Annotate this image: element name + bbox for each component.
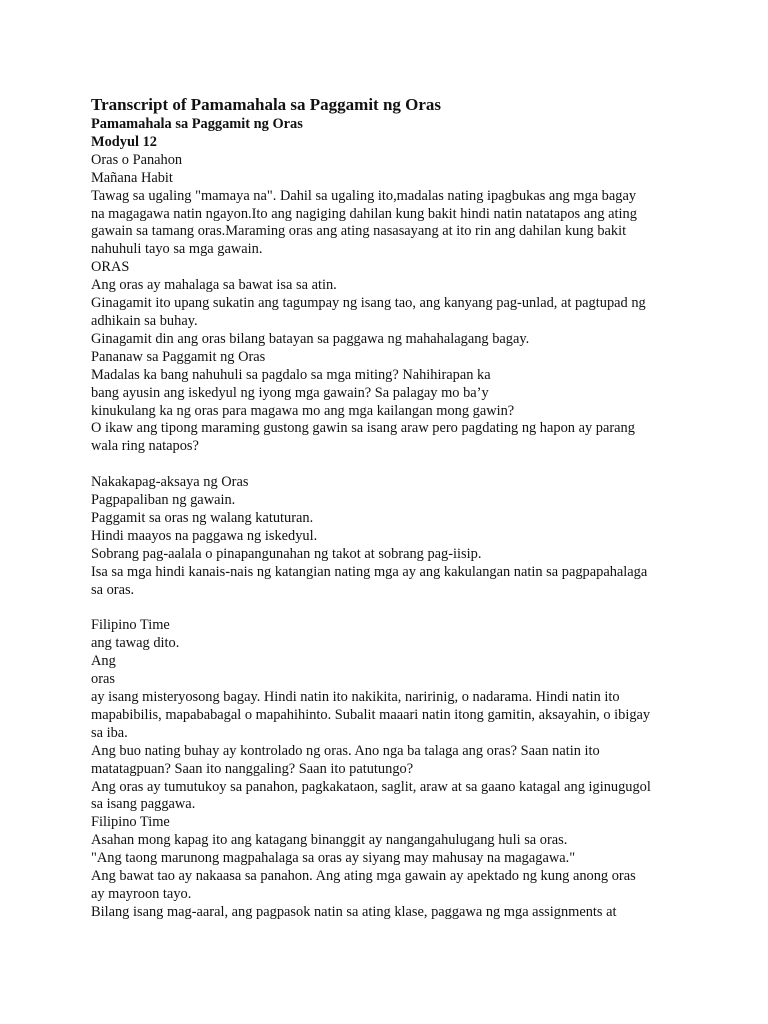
body-text-line: ay isang misteryosong bagay. Hindi natin ito nakikita, naririnig, o nadarama. Hindi natin ito bbox=[91, 688, 620, 705]
body-text-line: Ang oras ay mahalaga sa bawat isa sa atin. bbox=[91, 277, 337, 294]
document-subtitle: Pamamahala sa Paggamit ng Oras bbox=[91, 116, 303, 132]
body-text-line: mapabibilis, mapababagal o mapahihinto. Subalit maaari natin itong gamitin, aksayahin, o ibigay bbox=[91, 706, 651, 723]
module-label: Modyul 12 bbox=[91, 133, 157, 150]
body-text-line: Paggamit sa oras ng walang katuturan. bbox=[91, 509, 314, 526]
body-text-line: Ang oras ay tumutukoy sa panahon, pagkakataon, saglit, araw at sa gaano katagal ang iginugugol bbox=[91, 778, 651, 795]
body-text-line: Madalas ka bang nahuhuli sa pagdalo sa mga miting? Nahihirapan ka bbox=[91, 366, 491, 383]
body-text-line: Asahan mong kapag ito ang katagang binanggit ay nangangahulugang huli sa oras. bbox=[91, 832, 568, 849]
body-text-line: Tawag sa ugaling "mamaya na". Dahil sa ugaling ito,madalas nating ipagbukas ang mga bagay bbox=[91, 187, 637, 204]
body-text-line: Pananaw sa Paggamit ng Oras bbox=[91, 348, 266, 365]
blank-line bbox=[91, 456, 731, 474]
body-text-line: Mañana Habit bbox=[91, 169, 173, 186]
body-text-line: oras bbox=[91, 671, 115, 688]
body-text-line: wala ring natapos? bbox=[91, 438, 199, 455]
document-body bbox=[91, 152, 731, 922]
document-page bbox=[91, 94, 731, 922]
body-text-line: sa isang paggawa. bbox=[91, 796, 196, 813]
body-text-line: matatagpuan? Saan ito nanggaling? Saan ito patutungo? bbox=[91, 760, 414, 777]
body-text-line: gawain sa tamang oras.Maraming oras ang ating nasasayang at ito rin ang dahilan kung bakit bbox=[91, 223, 627, 240]
body-text-line: ang tawag dito. bbox=[91, 635, 180, 652]
body-text-line: kinukulang ka ng oras para magawa mo ang mga kailangan mong gawin? bbox=[91, 402, 515, 419]
body-text-line: Pagpapaliban ng gawain. bbox=[91, 492, 236, 509]
body-text-line: Ang bawat tao ay nakaasa sa panahon. Ang ating mga gawain ay apektado ng kung anong oras bbox=[91, 868, 636, 885]
body-text-line: Ginagamit ito upang sukatin ang tagumpay ng isang tao, ang kanyang pag-unlad, at pagtupad ng bbox=[91, 295, 646, 312]
body-text-line: Filipino Time bbox=[91, 814, 170, 831]
body-text-line: Nakakapag-aksaya ng Oras bbox=[91, 474, 249, 491]
body-text-line: sa oras. bbox=[91, 581, 135, 598]
body-text-line: Isa sa mga hindi kanais-nais ng katangian nating mga ay ang kakulangan natin sa pagpapahalaga bbox=[91, 563, 648, 580]
blank-line bbox=[91, 599, 731, 617]
body-text-line: na magagawa natin ngayon.Ito ang nagiging dahilan kung bakit hindi natin natatapos ang ating bbox=[91, 205, 637, 222]
body-text-line: adhikain sa buhay. bbox=[91, 312, 198, 329]
body-text-line: Oras o Panahon bbox=[91, 151, 183, 168]
body-text-line: ORAS bbox=[91, 259, 130, 276]
body-text-line: ay mayroon tayo. bbox=[91, 885, 192, 902]
body-text-line: nahuhuli tayo sa mga gawain. bbox=[91, 241, 263, 258]
body-text-line: O ikaw ang tipong maraming gustong gawin sa isang araw pero pagdating ng hapon ay parang bbox=[91, 420, 635, 437]
body-text-line: Ang bbox=[91, 653, 116, 670]
body-text-line: sa iba. bbox=[91, 724, 128, 741]
body-text-line: bang ayusin ang iskedyul ng iyong mga gawain? Sa palagay mo ba’y bbox=[91, 384, 489, 401]
body-text-line: Sobrang pag-aalala o pinapangunahan ng takot at sobrang pag-iisip. bbox=[91, 545, 482, 562]
document-title: Transcript of Pamamahala sa Paggamit ng Oras bbox=[91, 95, 442, 114]
body-text-line: Ginagamit din ang oras bilang batayan sa paggawa ng mahahalagang bagay. bbox=[91, 330, 530, 347]
body-text-line: Bilang isang mag-aaral, ang pagpasok natin sa ating klase, paggawa ng mga assignments at bbox=[91, 903, 617, 920]
body-text-line: Hindi maayos na paggawa ng iskedyul. bbox=[91, 527, 318, 544]
body-text-line: Ang buo nating buhay ay kontrolado ng oras. Ano nga ba talaga ang oras? Saan natin ito bbox=[91, 742, 600, 759]
body-text-line: "Ang taong marunong magpahalaga sa oras ay siyang may mahusay na magagawa." bbox=[91, 850, 576, 867]
body-text-line: Filipino Time bbox=[91, 617, 170, 634]
